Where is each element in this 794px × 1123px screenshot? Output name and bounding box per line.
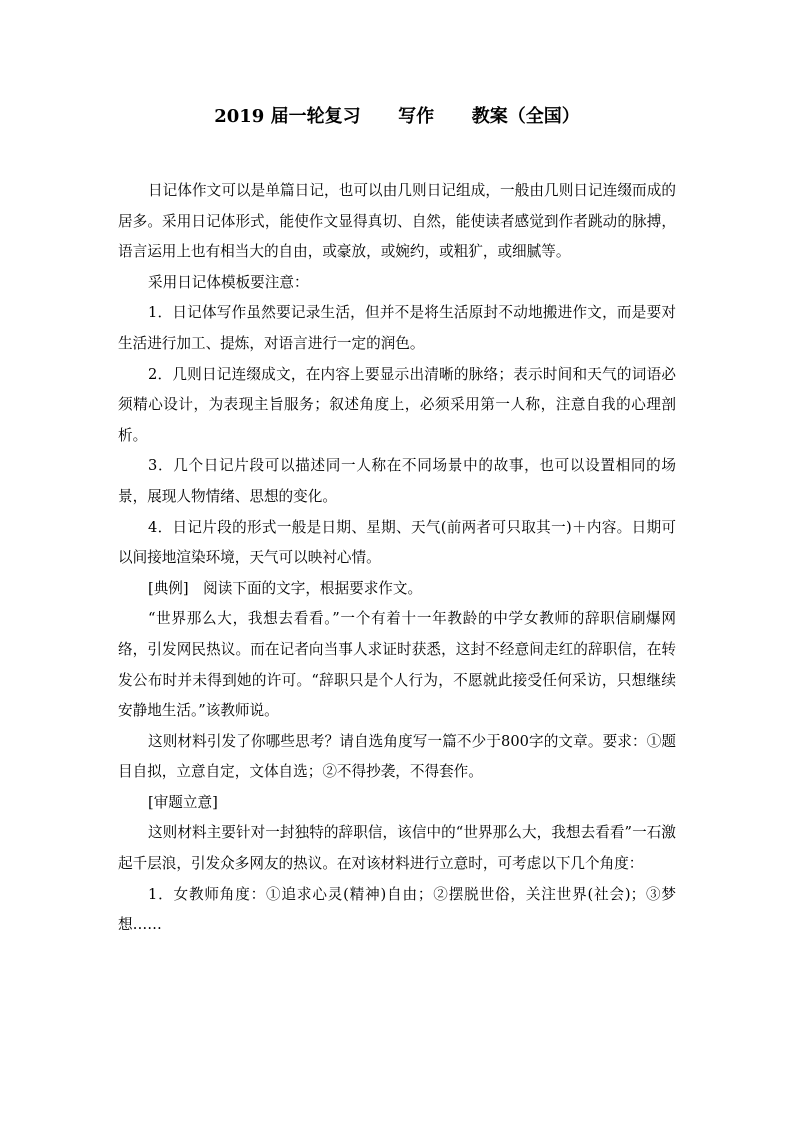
paragraph-note-4: 4．日记片段的形式一般是日期、星期、天气(前两者可只取其一)＋内容。日期可以间接地渲染环境，天气可以映衬心情。: [118, 518, 676, 567]
paragraph-analysis-heading: [审题立意]: [148, 793, 218, 811]
paragraph-note-1: 1．日记体写作虽然要记录生活，但并不是将生活原封不动地搬进作文，而是要对生活进行加工、提炼，对语言进行一定的润色。: [118, 304, 676, 352]
paragraph-angle-1: 1．女教师角度：①追求心灵(精神)自由；②摆脱世俗，关注世界(社会)；③梦想……: [118, 885, 676, 934]
paragraph-example-heading: [典例] 阅读下面的文字，根据要求作文。: [148, 579, 423, 597]
document-body: [118, 176, 676, 941]
paragraph-intro: 日记体作文可以是单篇日记，也可以由几则日记组成，一般由几则日记连缀而成的居多。采用日记体形式，能使作文显得真切、自然，能使读者感觉到作者跳动的脉搏，语言运用上也有相当大的自由，或豪放，或婉约，或粗犷，或细腻等。: [118, 182, 676, 261]
paragraph-notes-heading: 采用日记体模板要注意：: [148, 273, 309, 291]
document-title: 2019 届一轮复习 写作 教案（全国）: [214, 106, 580, 127]
paragraph-note-2: 2．几则日记连缀成文，在内容上要显示出清晰的脉络；表示时间和天气的词语必须精心设计，为表现主旨服务；叙述角度上，必须采用第一人称，注意自我的心理剖析。: [118, 365, 676, 444]
paragraph-analysis: 这则材料主要针对一封独特的辞职信，该信中的“世界那么大，我想去看看”一石激起千层浪，引发众多网友的热议。在对该材料进行立意时，可考虑以下几个角度：: [118, 824, 676, 873]
paragraph-note-3: 3．几个日记片段可以描述同一人称在不同场景中的故事，也可以设置相同的场景，展现人物情绪、思想的变化。: [118, 457, 676, 505]
paragraph-example-material: “世界那么大，我想去看看。”一个有着十一年教龄的中学女教师的辞职信刷爆网络，引发网民热议。而在记者向当事人求证时获悉，这封不经意间走红的辞职信，在转发公布时并未得到她的许可。“辞职只是个人行为，不愿就此接受任何采访，只想继续安静地生活。”该教师说。: [118, 610, 676, 720]
paragraph-example-requirement: 这则材料引发了你哪些思考？请自选角度写一篇不少于800字的文章。要求：①题目自拟，立意自定，文体自选；②不得抄袭，不得套作。: [118, 732, 676, 781]
